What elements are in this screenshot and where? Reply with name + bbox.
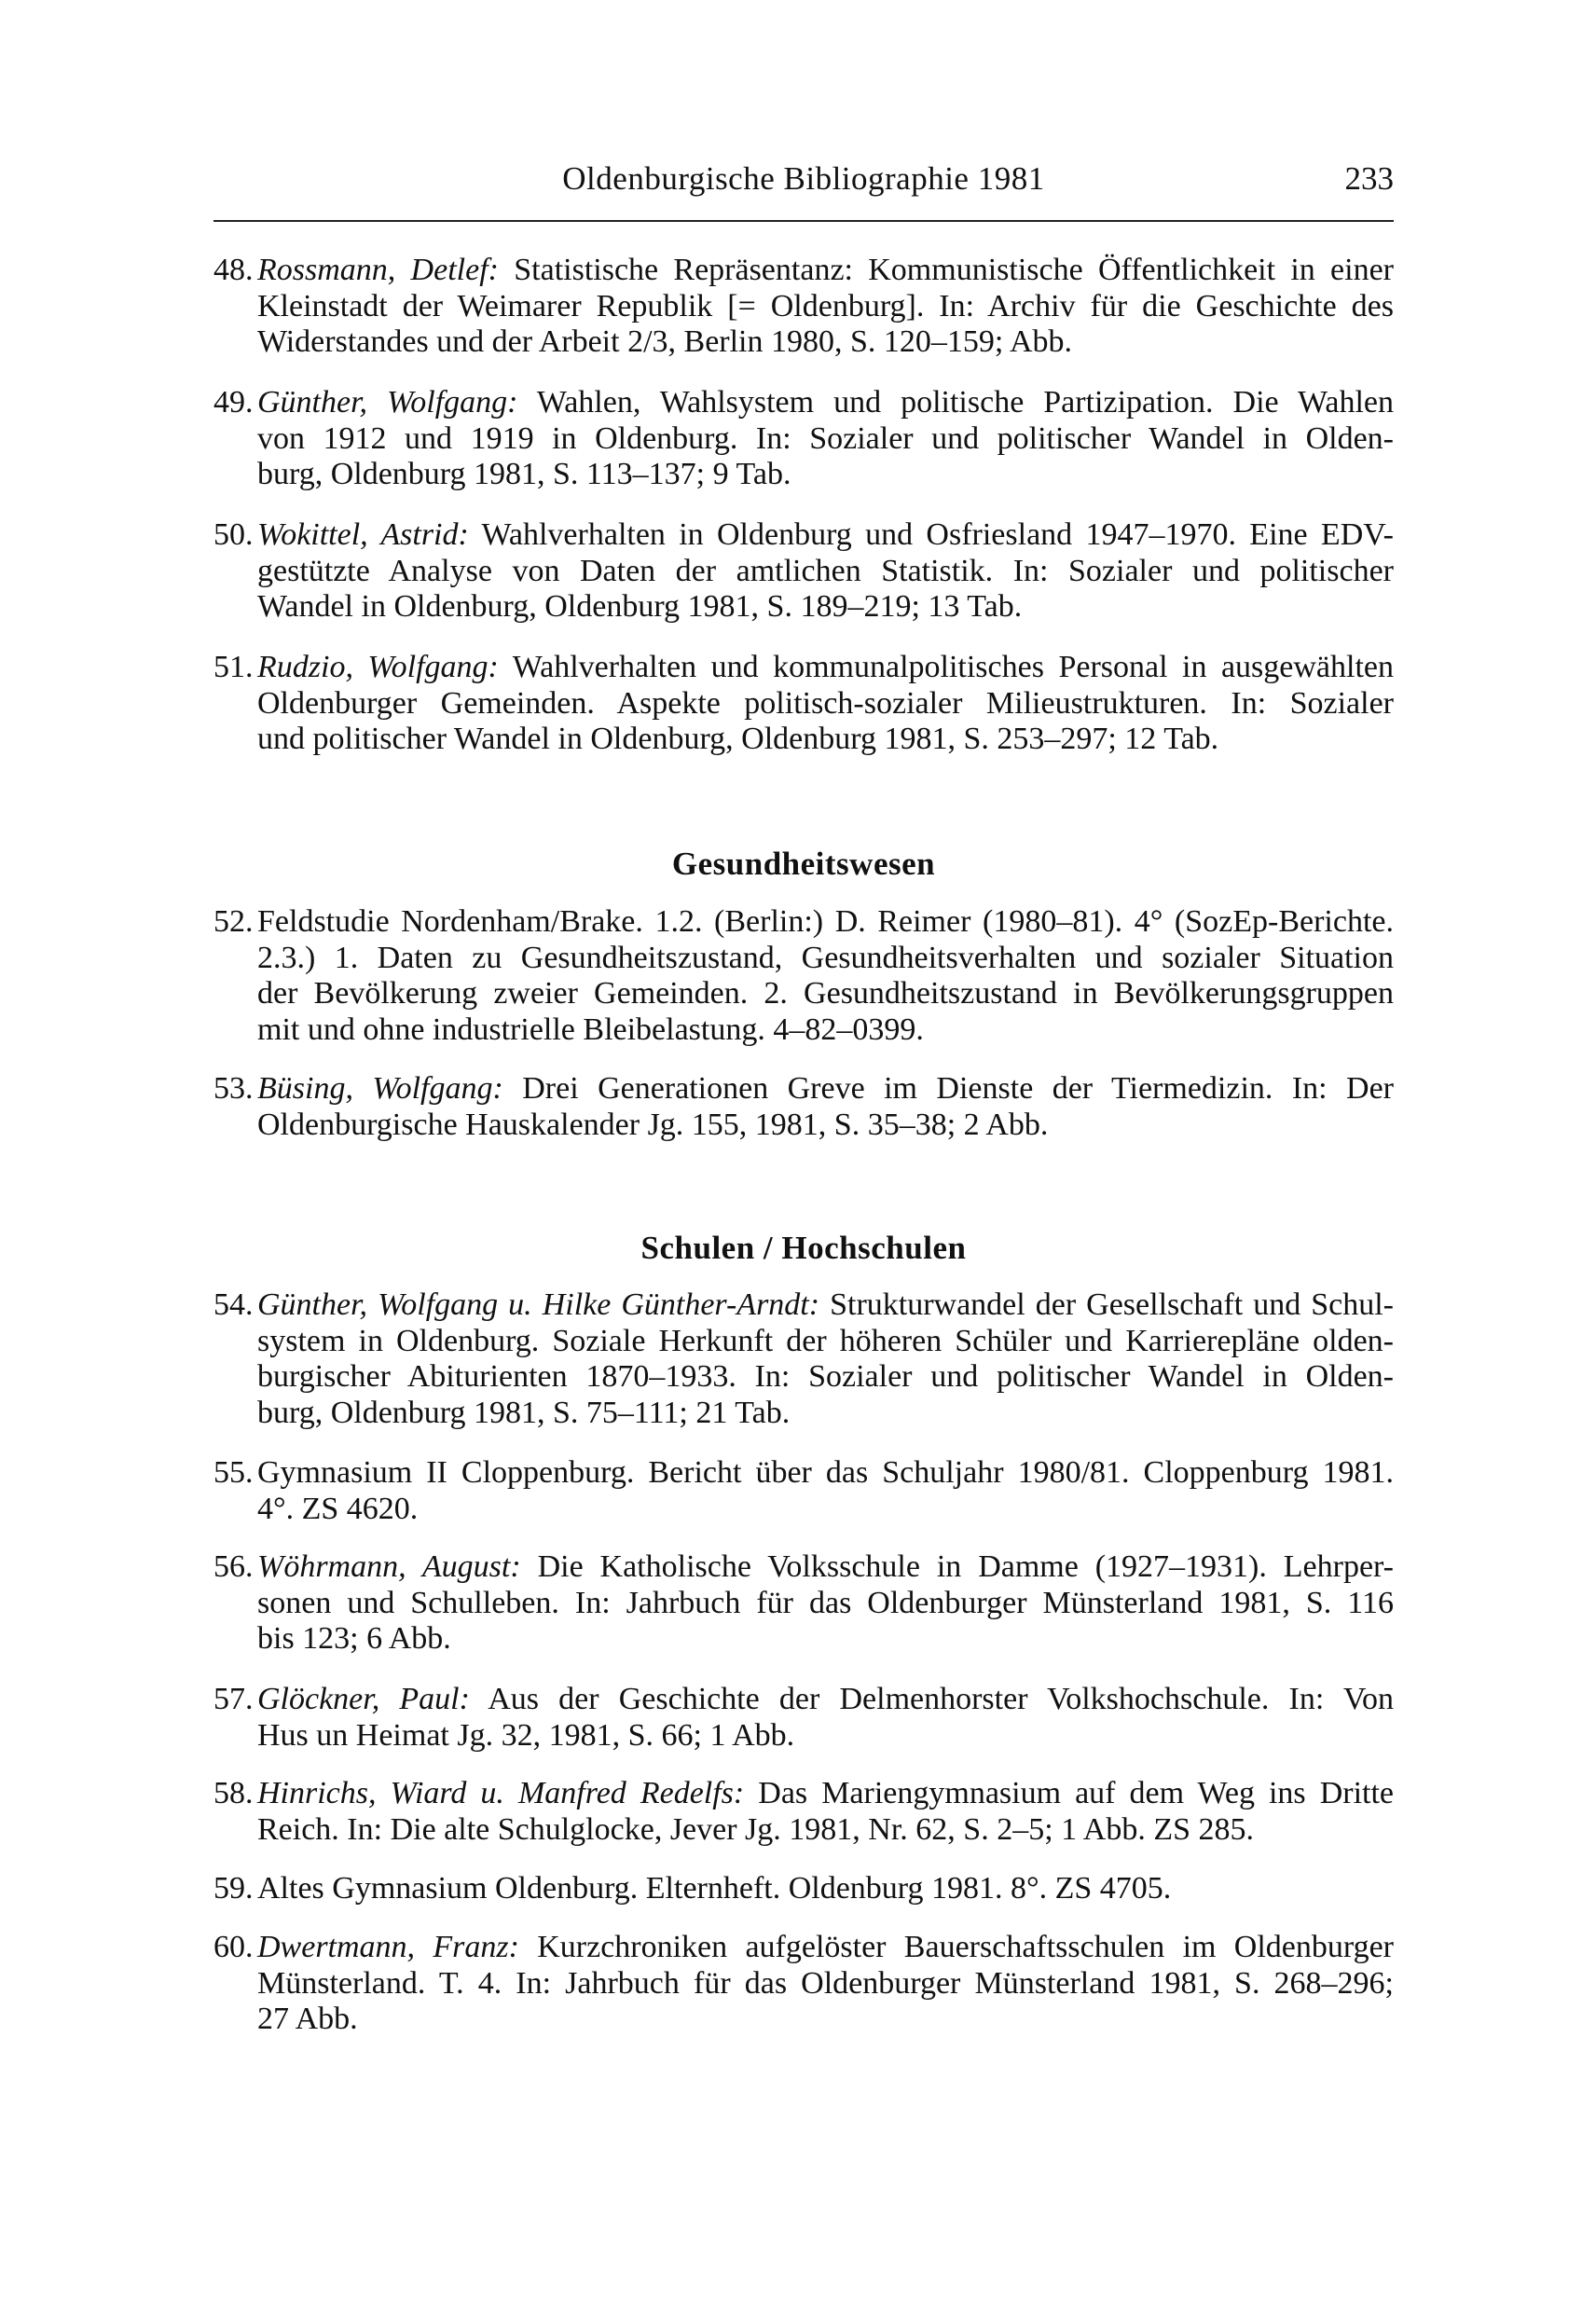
entry-number: 53.	[213, 1071, 254, 1106]
entry-text-line: bis 123; 6 Abb.	[257, 1621, 451, 1656]
entry-text-line: Drei Generationen Greve im Dienste der Tiermedizin. In: Der	[502, 1071, 1394, 1106]
entry-text-line: 4°. ZS 4620.	[257, 1491, 419, 1526]
entry-text-line: Oldenburgische Hauskalender Jg. 155, 1981, S. 35–38; 2 Abb.	[257, 1107, 1049, 1142]
entry-51	[213, 650, 1394, 758]
entry-text-line: sonen und Schulleben. In: Jahrbuch für das Oldenburger Münsterland 1981, S. 116	[257, 1585, 1394, 1620]
entry-48	[213, 253, 1394, 361]
entry-text-line: Gymnasium II Cloppenburg. Bericht über das Schuljahr 1980/81. Cloppenburg 1981.	[257, 1455, 1394, 1490]
entry-text-line: 27 Abb.	[257, 2002, 358, 2036]
entry-text-line: und politischer Wandel in Oldenburg, Oldenburg 1981, S. 253–297; 12 Tab.	[257, 722, 1219, 756]
entry-text-line: Kleinstadt der Weimarer Republik [= Oldenburg]. In: Archiv für die Geschichte des	[257, 288, 1394, 323]
entry-number: 57.	[213, 1682, 254, 1716]
entry-53	[213, 1071, 1394, 1143]
entry-54	[213, 1287, 1394, 1431]
entry-55	[213, 1455, 1394, 1527]
entry-text-line: Münsterland. T. 4. In: Jahrbuch für das Oldenburger Münsterland 1981, S. 268–296;	[257, 1965, 1394, 2001]
entry-text-line: Widerstandes und der Arbeit 2/3, Berlin 1980, S. 120–159; Abb.	[257, 324, 1073, 359]
entry-author: Glöckner, Paul:	[257, 1682, 470, 1716]
page-title: Oldenburgische Bibliographie 1981	[562, 160, 1045, 197]
entry-author: Büsing, Wolfgang:	[257, 1071, 503, 1106]
entry-60	[213, 1930, 1394, 2038]
entry-number: 55.	[213, 1455, 254, 1490]
entry-text-line: von 1912 und 1919 in Oldenburg. In: Sozialer und politischer Wandel in Olden-	[257, 420, 1394, 456]
entry-text-line: Altes Gymnasium Oldenburg. Elternheft. Oldenburg 1981. 8°. ZS 4705.	[257, 1871, 1172, 1906]
entry-number: 58.	[213, 1776, 254, 1810]
entry-57	[213, 1682, 1394, 1754]
entry-text-line: Wahlverhalten in Oldenburg und Osfriesland 1947–1970. Eine EDV-	[468, 517, 1394, 552]
entry-49	[213, 385, 1394, 493]
entry-number: 59.	[213, 1871, 254, 1906]
entry-56	[213, 1549, 1394, 1658]
entry-number: 50.	[213, 517, 254, 552]
entry-author: Wokittel, Astrid:	[257, 517, 469, 552]
entry-52	[213, 904, 1394, 1048]
entry-text-line: Oldenburger Gemeinden. Aspekte politisch-sozialer Milieustrukturen. In: Sozialer	[257, 685, 1394, 721]
entry-59	[213, 1871, 1394, 1907]
entry-text-line: Das Mariengymnasium auf dem Weg ins Dritte	[744, 1776, 1395, 1810]
entry-author: Dwertmann, Franz:	[257, 1930, 519, 1964]
entry-text-line: Wandel in Oldenburg, Oldenburg 1981, S. 189–219; 13 Tab.	[257, 589, 1023, 624]
entry-author: Günther, Wolfgang:	[257, 385, 518, 420]
entry-text-line: Feldstudie Nordenham/Brake. 1.2. (Berlin:) D. Reimer (1980–81). 4° (SozEp-Berichte.	[257, 904, 1394, 939]
entry-author: Hinrichs, Wiard u. Manfred Redelfs:	[257, 1776, 745, 1810]
entry-text-line: Wahlverhalten und kommunalpolitisches Personal in ausgewählten	[498, 650, 1394, 684]
entry-text-line: burg, Oldenburg 1981, S. 113–137; 9 Tab.	[257, 457, 791, 491]
entry-58	[213, 1776, 1394, 1848]
entry-text-line: Strukturwandel der Gesellschaft und Schul-	[819, 1287, 1394, 1322]
entry-text-line: Wahlen, Wahlsystem und politische Partizipation. Die Wahlen	[517, 385, 1394, 420]
entry-text-line: Hus un Heimat Jg. 32, 1981, S. 66; 1 Abb.	[257, 1717, 795, 1753]
entry-50	[213, 517, 1394, 626]
section-heading-schools: Schulen / Hochschulen	[640, 1230, 967, 1266]
entry-author: Rossmann, Detlef:	[257, 253, 499, 287]
entry-text-line: 2.3.) 1. Daten zu Gesundheitszustand, Gesundheitsverhalten und sozialer Situation	[257, 940, 1394, 975]
entry-text-line: Aus der Geschichte der Delmenhorster Volkshochschule. In: Von	[469, 1682, 1395, 1716]
running-head	[213, 157, 1394, 209]
entry-text-line: Reich. In: Die alte Schulglocke, Jever Jg. 1981, Nr. 62, S. 2–5; 1 Abb. ZS 285.	[257, 1811, 1254, 1847]
entry-text-line: gestützte Analyse von Daten der amtlichen Statistik. In: Sozialer und politischer	[257, 553, 1394, 588]
entry-author: Günther, Wolfgang u. Hilke Günther-Arndt:	[257, 1287, 820, 1322]
entry-text-line: burg, Oldenburg 1981, S. 75–111; 21 Tab.	[257, 1395, 791, 1430]
entry-text-line: Kurzchroniken aufgelöster Bauerschaftsschulen im Oldenburger	[518, 1930, 1394, 1964]
section-heading-health: Gesundheitswesen	[671, 846, 936, 882]
entry-text-line: system in Oldenburg. Soziale Herkunft der höheren Schüler und Karrierepläne olden-	[257, 1323, 1394, 1358]
entry-number: 52.	[213, 904, 254, 939]
entry-number: 48.	[213, 253, 254, 287]
entry-text-line: Statistische Repräsentanz: Kommunistische Öffentlichkeit in einer	[498, 253, 1394, 287]
entry-number: 56.	[213, 1549, 254, 1584]
entry-number: 54.	[213, 1287, 254, 1322]
entry-author: Rudzio, Wolfgang:	[257, 650, 499, 684]
entry-text-line: der Bevölkerung zweier Gemeinden. 2. Gesundheitszustand in Bevölkerungsgruppen	[257, 976, 1394, 1011]
entry-text-line: Die Katholische Volksschule in Damme (1927–1931). Lehrper-	[520, 1549, 1394, 1584]
page-number: 233	[1344, 160, 1394, 197]
entry-text-line: burgischer Abiturienten 1870–1933. In: Sozialer und politischer Wandel in Olden-	[257, 1359, 1394, 1394]
entry-number: 51.	[213, 650, 254, 684]
header-rule	[213, 220, 1394, 222]
entry-text-line: mit und ohne industrielle Bleibelastung. 4–82–0399.	[257, 1012, 924, 1047]
entry-author: Wöhrmann, August:	[257, 1549, 521, 1584]
entry-number: 60.	[213, 1930, 254, 1964]
entry-number: 49.	[213, 385, 254, 420]
